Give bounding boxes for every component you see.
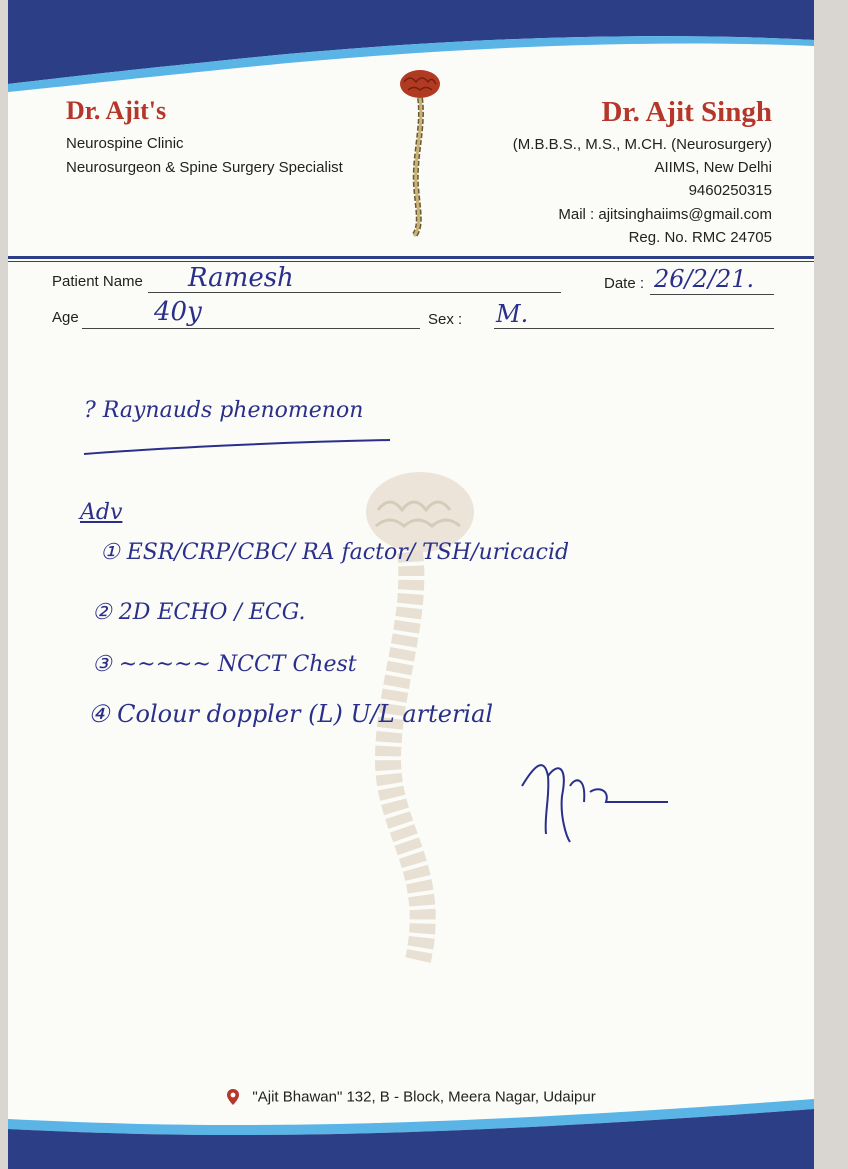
diagnosis-underline <box>82 436 394 458</box>
footer-address-text: "Ajit Bhawan" 132, B - Block, Meera Nagar, Udaipur <box>252 1088 596 1106</box>
diagnosis-note: ? Raynauds phenomenon <box>84 398 364 423</box>
clinic-name: Dr. Ajit's <box>66 96 167 125</box>
clinic-line-1: Neurospine Clinic <box>66 135 184 152</box>
age-line <box>82 328 420 329</box>
advice-item-4: ④ Colour doppler (L) U/L arterial <box>88 700 494 728</box>
age-value: 40y <box>154 297 202 327</box>
advice-item-2: ② 2D ECHO / ECG. <box>92 600 306 625</box>
sex-label: Sex : <box>428 311 463 328</box>
patient-name-value: Ramesh <box>188 263 294 293</box>
doctor-qualifications: (M.B.B.S., M.S., M.CH. (Neurosurgery) <box>512 136 772 153</box>
footer-address <box>8 1088 814 1106</box>
doctor-name: Dr. Ajit Singh <box>601 96 772 128</box>
header-divider-thin <box>8 261 814 262</box>
patient-name-label: Patient Name <box>52 273 143 290</box>
age-label: Age <box>52 309 79 326</box>
brain-spine-logo-icon <box>390 66 450 242</box>
date-label: Date : <box>604 275 645 292</box>
doctor-phone: 9460250315 <box>688 182 772 199</box>
header-divider <box>8 256 814 259</box>
sex-value: M. <box>496 300 529 328</box>
date-value: 26/2/21. <box>654 265 755 293</box>
prescription-sheet <box>8 0 814 1169</box>
advice-item-3: ③ ~~~~~ NCCT Chest <box>92 652 357 677</box>
doctor-institute: AIIMS, New Delhi <box>654 159 772 176</box>
advice-item-1: ① ESR/CRP/CBC/ RA factor/ TSH/uricacid <box>100 540 570 565</box>
clinic-line-2: Neurosurgeon & Spine Surgery Specialist <box>66 159 343 176</box>
doctor-registration: Reg. No. RMC 24705 <box>628 229 772 246</box>
location-pin-icon <box>226 1088 240 1106</box>
date-line <box>650 294 774 295</box>
sex-line <box>494 328 774 329</box>
doctor-email: Mail : ajitsinghaiims@gmail.com <box>558 206 772 223</box>
signature-icon <box>514 746 674 846</box>
advice-heading: Adv <box>80 500 123 525</box>
